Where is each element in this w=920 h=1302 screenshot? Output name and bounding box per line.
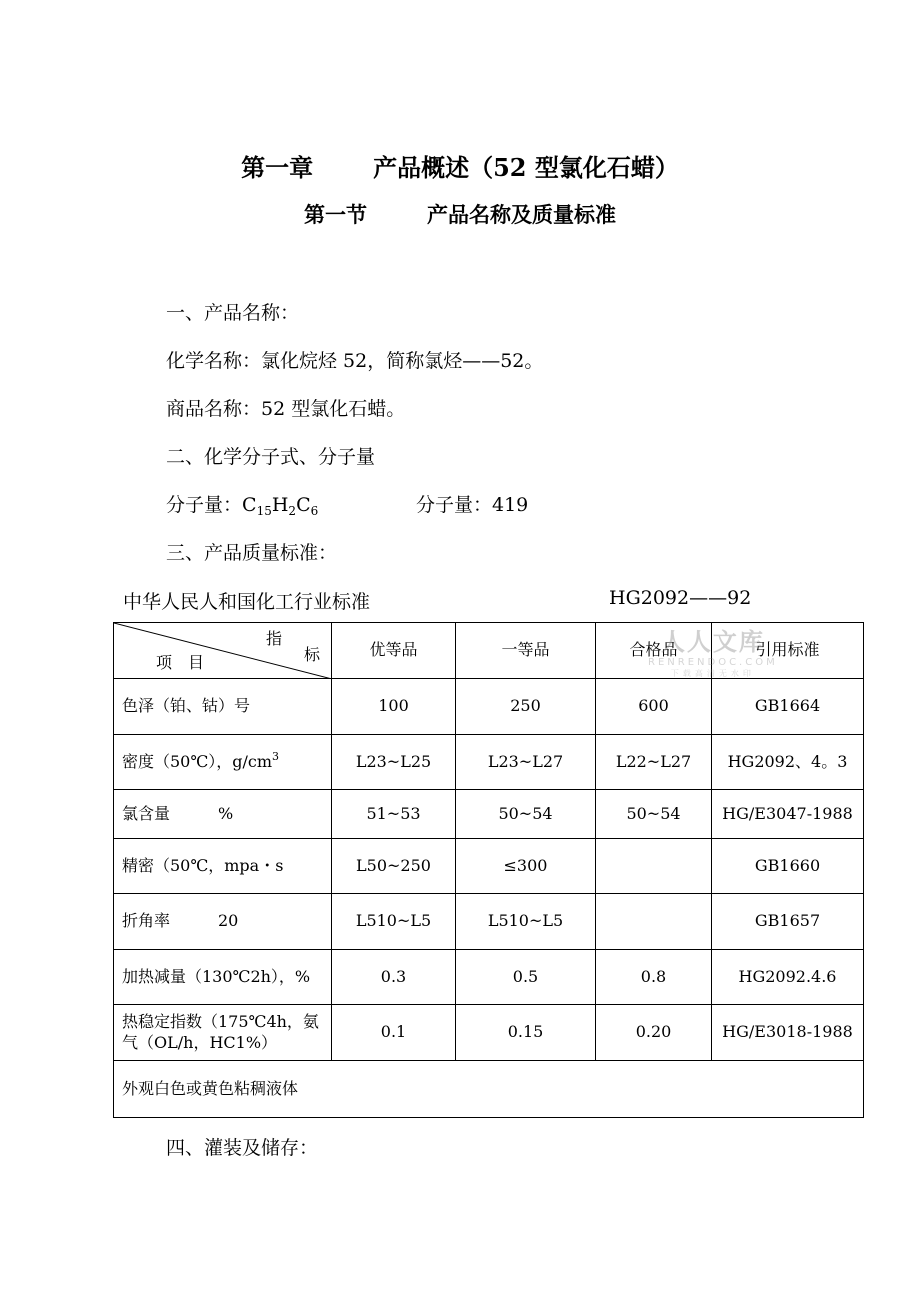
section-label: 第一节 [304,202,367,227]
row-ref: HG2092.4.6 [712,950,864,1005]
row-item: 热稳定指数（175℃4h，氨气（OL/h，HC1%） [114,1005,332,1061]
row-v3 [596,839,712,894]
formula-h-sub: 2 [288,504,297,518]
row-item: 氯含量 % [114,790,332,839]
row-v2: ≤300 [456,839,596,894]
formula-c2-sub: 6 [310,504,319,518]
standard-code: HG2092——92 [609,587,752,609]
row-v2: 0.5 [456,950,596,1005]
chapter-title [0,148,920,183]
row-v1: 0.1 [332,1005,456,1061]
heading-filling-storage: 四、灌装及储存： [166,1137,319,1159]
row-v2: L510~L5 [456,894,596,950]
row-v1: 0.3 [332,950,456,1005]
row-v3: L22~L27 [596,735,712,790]
table-row [114,735,864,790]
header-col-2: 一等品 [456,623,596,679]
formula-label: 分子量： [166,494,243,516]
row-v1: L50~250 [332,839,456,894]
header-item: 项 目 [156,653,205,672]
standard-organization: 中华人民人和国化工行业标准 [123,591,371,613]
diagonal-header-cell [114,623,332,679]
table-row [114,790,864,839]
molecular-weight: 分子量：419 [416,494,529,516]
header-col-1: 优等品 [332,623,456,679]
table-row [114,1005,864,1061]
row-v2: 250 [456,679,596,735]
row-v3 [596,894,712,950]
watermark-logo: 人人文库 [660,628,765,656]
row-v2: 50~54 [456,790,596,839]
row-item-sup: 3 [272,749,280,763]
row-item [114,735,332,790]
row-ref: HG2092、4。3 [712,735,864,790]
row-v1: 100 [332,679,456,735]
formula-c-sub: 15 [256,504,272,518]
table-row [114,839,864,894]
row-ref: HG/E3047-1988 [712,790,864,839]
table-row [114,679,864,735]
row-item: 加热减量（130℃2h），% [114,950,332,1005]
heading-formula: 二、化学分子式、分子量 [166,446,376,468]
row-v3: 50~54 [596,790,712,839]
header-zhi: 指 [266,629,283,648]
watermark-tagline: 下载高清无水印 [670,669,755,678]
row-ref: GB1660 [712,839,864,894]
row-item-text: 密度（50℃），g/cm [122,751,273,771]
row-ref: HG/E3018-1988 [712,1005,864,1061]
row-ref: GB1657 [712,894,864,950]
heading-product-name: 一、产品名称： [166,302,300,324]
formula-c2: C [296,494,311,516]
chapter-label: 第一章 [241,153,314,182]
chemical-name-line: 化学名称：氯化烷烃 52，简称氯烃——52。 [166,350,544,372]
trade-name-line: 商品名称：52 型氯化石蜡。 [166,398,406,420]
table-row [114,894,864,950]
section-heading: 产品名称及质量标准 [427,202,616,227]
formula-h: H [271,494,289,516]
row-v2: 0.15 [456,1005,596,1061]
table-footer-row [114,1061,864,1118]
header-col-3: 合格品 [596,623,712,679]
row-item: 折角率 20 [114,894,332,950]
formula-c: C [242,494,257,516]
section-title [0,199,920,229]
row-v2: L23~L27 [456,735,596,790]
diagonal-line [114,623,332,679]
appearance-note: 外观白色或黄色粘稠液体 [114,1061,864,1118]
row-v1: 51~53 [332,790,456,839]
row-v3: 0.20 [596,1005,712,1061]
row-v1: L510~L5 [332,894,456,950]
table-row [114,950,864,1005]
row-ref: GB1664 [712,679,864,735]
header-biao: 标 [304,645,321,664]
header-col-4: 引用标准 [712,623,864,679]
row-v3: 0.8 [596,950,712,1005]
watermark [648,622,778,679]
row-v3: 600 [596,679,712,735]
row-item: 精密（50℃，mpa・s [114,839,332,894]
formula-line [166,490,318,518]
heading-quality-standard: 三、产品质量标准： [166,542,338,564]
watermark-url: RENRENDOC.COM [648,657,778,668]
row-item: 色泽（铂、钴）号 [114,679,332,735]
quality-standard-table [113,622,864,1118]
chapter-heading: 产品概述（52 型氯化石蜡） [373,153,679,182]
row-v1: L23~L25 [332,735,456,790]
